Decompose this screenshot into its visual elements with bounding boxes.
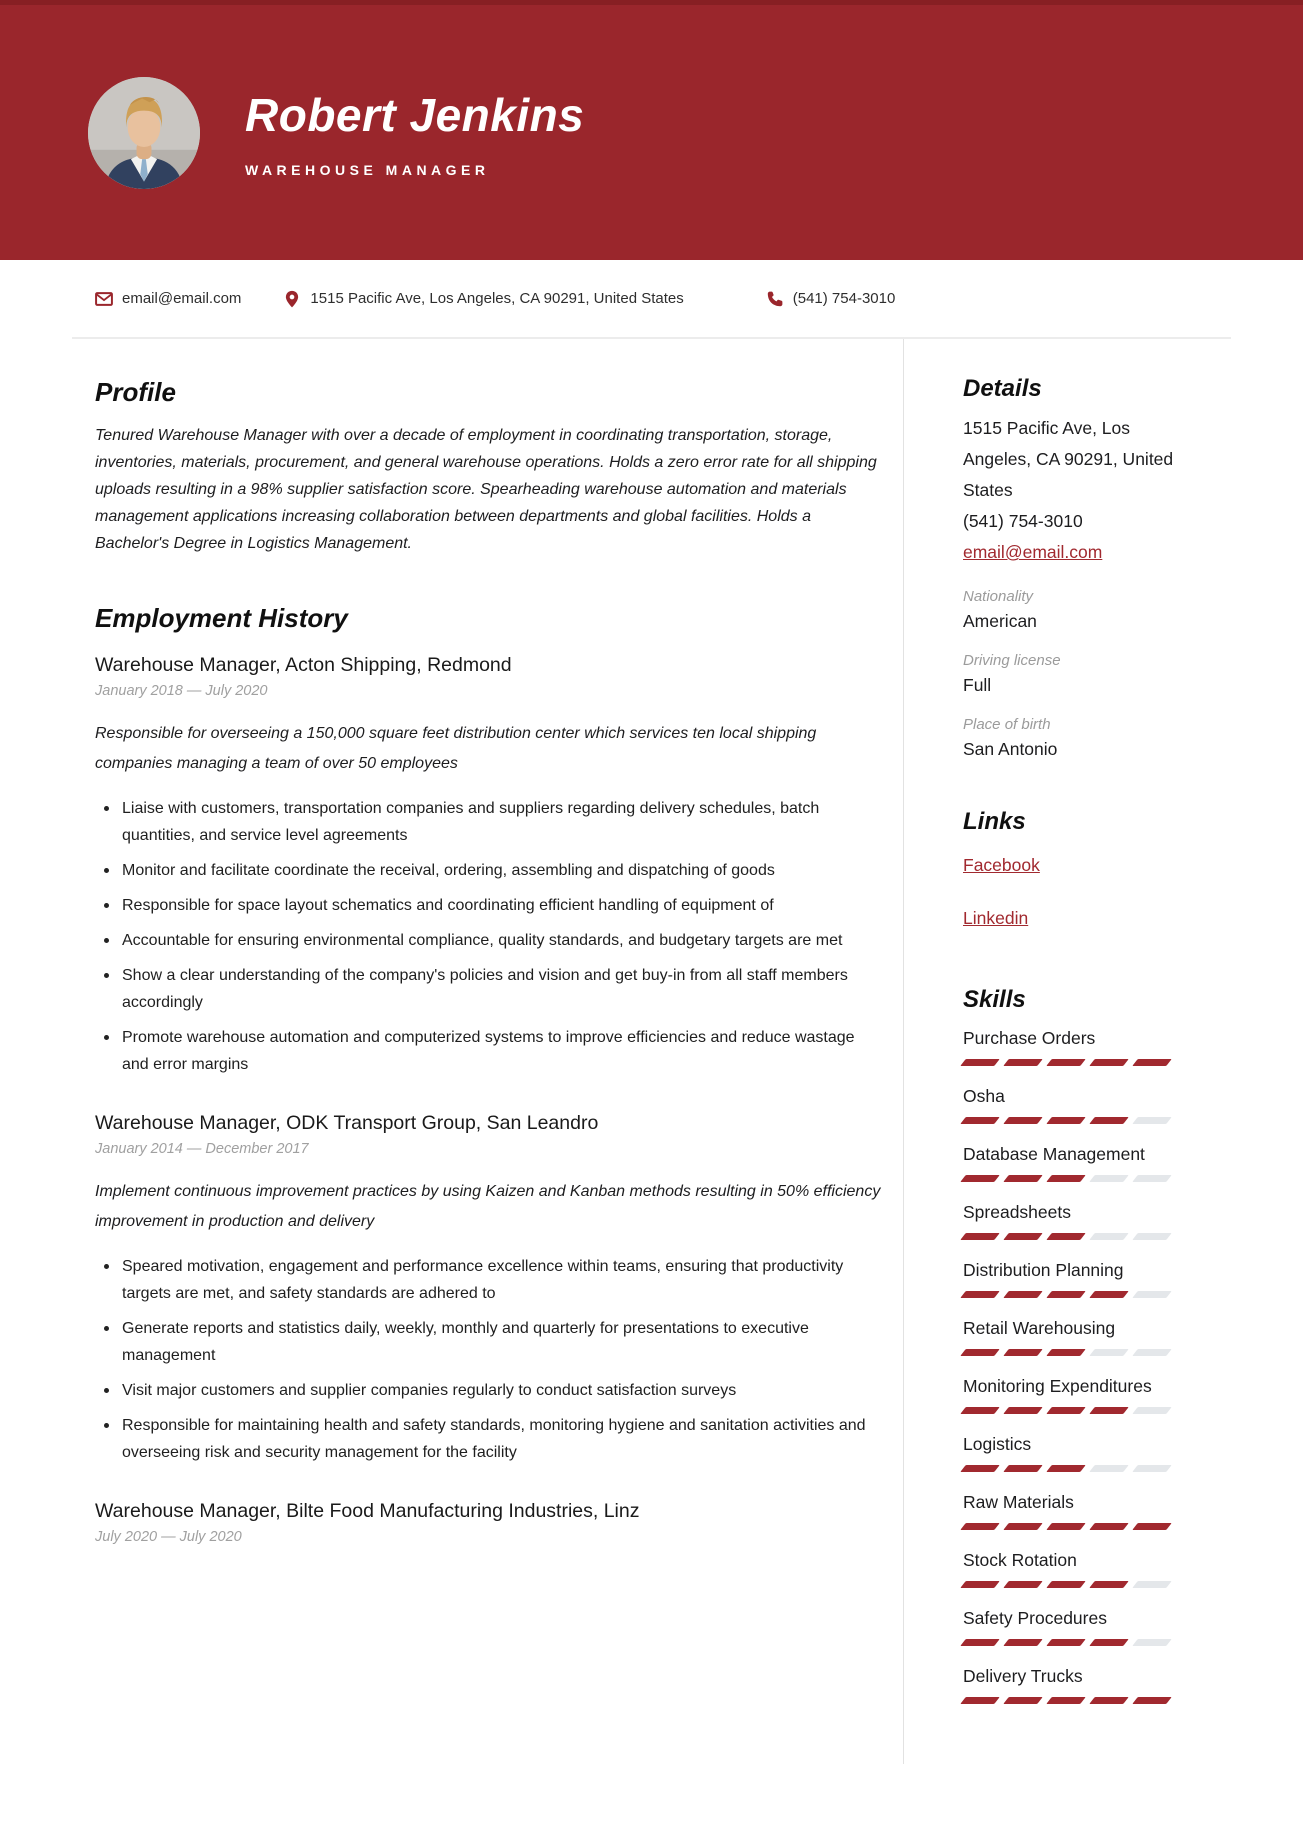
skill-bar-segment (960, 1465, 999, 1472)
skill-bar-segment (1132, 1465, 1171, 1472)
skill-level-bar (963, 1697, 1169, 1704)
job-entry (95, 654, 885, 1078)
skill-level-bar (963, 1465, 1169, 1472)
skill-level-bar (963, 1407, 1169, 1414)
skill-name: Purchase Orders (963, 1028, 1096, 1048)
skill-bar-segment (1046, 1465, 1085, 1472)
skill-bar-segment (1089, 1059, 1128, 1066)
skill-item (963, 1434, 1213, 1472)
skill-bar-segment (960, 1349, 999, 1356)
details-address: 1515 Pacific Ave, Los Angeles, CA 90291, United States (963, 418, 1174, 500)
skill-bar-segment (1046, 1639, 1085, 1646)
skill-level-bar (963, 1523, 1169, 1530)
avatar-photo-illustration (88, 77, 200, 189)
job-bullets (95, 1253, 885, 1466)
skills-list (963, 1028, 1213, 1704)
skill-bar-segment (1089, 1349, 1128, 1356)
skill-item (963, 1666, 1213, 1704)
skill-item (963, 1028, 1213, 1066)
skill-bar-segment (1132, 1349, 1171, 1356)
skill-item (963, 1202, 1213, 1240)
skill-bar-segment (1132, 1523, 1171, 1530)
skill-bar-segment (1046, 1407, 1085, 1414)
content-columns (0, 339, 1303, 1764)
skill-item (963, 1086, 1213, 1124)
skill-bar-segment (960, 1407, 999, 1414)
contact-bar (0, 260, 1303, 337)
person-role: WAREHOUSE MANAGER (245, 161, 490, 178)
skill-bar-segment (1003, 1291, 1042, 1298)
skill-name: Monitoring Expenditures (963, 1376, 1152, 1396)
detail-field-label: Nationality (963, 588, 1034, 605)
skill-bar-segment (1132, 1291, 1171, 1298)
job-bullet: Visit major customers and supplier companies regularly to conduct satisfaction surveys (95, 1377, 885, 1404)
skill-bar-segment (1046, 1581, 1085, 1588)
job-bullet: Accountable for ensuring environmental compliance, quality standards, and budgetary targets are met (95, 927, 885, 954)
job-summary: Responsible for overseeing a 150,000 square feet distribution center which services ten local shipping companies managing a team of over 50 employees (95, 725, 817, 772)
skill-item (963, 1492, 1213, 1530)
skill-bar-segment (1046, 1117, 1085, 1124)
main-column (95, 339, 885, 1545)
skill-bar-segment (1046, 1059, 1085, 1066)
sidebar (903, 339, 1213, 1764)
details-fields (963, 588, 1213, 760)
detail-field (963, 716, 1213, 760)
skill-bar-segment (1046, 1523, 1085, 1530)
skill-level-bar (963, 1349, 1169, 1356)
skill-bar-segment (1089, 1465, 1128, 1472)
detail-field-label: Driving license (963, 652, 1061, 669)
detail-field-value: Full (963, 675, 992, 695)
contact-email (95, 289, 241, 309)
skill-bar-segment (1003, 1059, 1042, 1066)
links-list (963, 850, 1213, 934)
skill-bar-segment (960, 1117, 999, 1124)
skill-bar-segment (1132, 1175, 1171, 1182)
link-item (963, 903, 1213, 934)
link-facebook[interactable]: Facebook (963, 855, 1040, 875)
job-entry (95, 1500, 885, 1545)
skill-item (963, 1550, 1213, 1588)
skill-item (963, 1318, 1213, 1356)
skill-bar-segment (1089, 1639, 1128, 1646)
skill-item (963, 1144, 1213, 1182)
detail-field (963, 652, 1213, 696)
job-entry (95, 1112, 885, 1466)
skill-name: Logistics (963, 1434, 1032, 1454)
skill-name: Database Management (963, 1144, 1145, 1164)
job-dates: January 2014 — December 2017 (95, 1141, 309, 1157)
skill-bar-segment (1003, 1697, 1042, 1704)
profile-text: Tenured Warehouse Manager with over a decade of employment in coordinating transportation, storage, inventories, materials, procurement, and general warehouse operations. Holds a zero error rate for all shipping uploads resulting in a 98% supplier satisfaction score. Spearheading warehouse automation and materials management applications increasing collaboration between departments and global facilities. Holds a Bachelor's Degree in Logistics Management. (95, 427, 877, 552)
skill-level-bar (963, 1639, 1169, 1646)
job-bullets (95, 795, 885, 1078)
job-dates: July 2020 — July 2020 (95, 1529, 242, 1545)
contact-address (283, 289, 683, 309)
skill-level-bar (963, 1059, 1169, 1066)
skill-bar-segment (1132, 1059, 1171, 1066)
details-email-link[interactable]: email@email.com (963, 542, 1103, 562)
skill-bar-segment (1132, 1407, 1171, 1414)
header (0, 0, 1303, 260)
avatar (88, 77, 200, 189)
profile-heading: Profile (95, 377, 176, 407)
link-linkedin[interactable]: Linkedin (963, 908, 1029, 928)
skill-name: Retail Warehousing (963, 1318, 1116, 1338)
skill-item (963, 1260, 1213, 1298)
skill-bar-segment (1003, 1233, 1042, 1240)
details-phone: (541) 754-3010 (963, 511, 1083, 531)
envelope-icon (95, 289, 113, 309)
skill-level-bar (963, 1175, 1169, 1182)
skill-bar-segment (1046, 1291, 1085, 1298)
person-name: Robert Jenkins (245, 88, 585, 141)
skill-bar-segment (960, 1581, 999, 1588)
skills-heading: Skills (963, 986, 1026, 1013)
skill-bar-segment (1132, 1697, 1171, 1704)
employment-history-heading: Employment History (95, 603, 348, 633)
skill-name: Delivery Trucks (963, 1666, 1083, 1686)
skill-bar-segment (1089, 1117, 1128, 1124)
skill-bar-segment (1089, 1407, 1128, 1414)
job-summary: Implement continuous improvement practices by using Kaizen and Kanban methods resulting in 50% efficiency improvement in production and delivery (95, 1183, 881, 1230)
job-title: Warehouse Manager, Acton Shipping, Redmond (95, 654, 512, 676)
skill-bar-segment (1132, 1639, 1171, 1646)
skill-name: Osha (963, 1086, 1005, 1106)
skill-bar-segment (1003, 1639, 1042, 1646)
skill-bar-segment (1089, 1175, 1128, 1182)
skill-bar-segment (1132, 1117, 1171, 1124)
skill-level-bar (963, 1117, 1169, 1124)
skill-bar-segment (1089, 1581, 1128, 1588)
skill-name: Safety Procedures (963, 1608, 1107, 1628)
skill-bar-segment (1003, 1407, 1042, 1414)
job-bullet: Show a clear understanding of the company's policies and vision and get buy-in from all staff members accordingly (95, 962, 885, 1016)
skill-bar-segment (960, 1059, 999, 1066)
skill-level-bar (963, 1291, 1169, 1298)
job-bullet: Responsible for space layout schematics and coordinating efficient handling of equipment of (95, 892, 885, 919)
phone-icon (766, 289, 784, 309)
job-bullet: Responsible for maintaining health and safety standards, monitoring hygiene and sanitation activities and overseeing risk and security management for the facility (95, 1412, 885, 1466)
skill-bar-segment (1089, 1291, 1128, 1298)
skill-name: Distribution Planning (963, 1260, 1124, 1280)
job-list (95, 654, 885, 1545)
skill-name: Stock Rotation (963, 1550, 1077, 1570)
link-item (963, 850, 1213, 881)
job-title: Warehouse Manager, Bilte Food Manufacturing Industries, Linz (95, 1500, 640, 1522)
contact-phone (766, 289, 896, 309)
job-bullet: Speared motivation, engagement and performance excellence within teams, ensuring that productivity targets are met, and safety standards are adhered to (95, 1253, 885, 1307)
job-dates: January 2018 — July 2020 (95, 683, 268, 699)
skill-bar-segment (960, 1523, 999, 1530)
skill-name: Spreadsheets (963, 1202, 1071, 1222)
job-title: Warehouse Manager, ODK Transport Group, San Leandro (95, 1112, 599, 1134)
contact-phone-text: (541) 754-3010 (792, 290, 896, 307)
skill-bar-segment (1046, 1349, 1085, 1356)
skill-bar-segment (1003, 1581, 1042, 1588)
skill-bar-segment (1132, 1233, 1171, 1240)
skill-bar-segment (1089, 1233, 1128, 1240)
job-bullet: Generate reports and statistics daily, weekly, monthly and quarterly for presentations to executive management (95, 1315, 885, 1369)
detail-field-value: San Antonio (963, 739, 1058, 759)
skill-item (963, 1376, 1213, 1414)
skill-level-bar (963, 1581, 1169, 1588)
skill-bar-segment (960, 1697, 999, 1704)
map-pin-icon (283, 289, 301, 309)
skill-bar-segment (1046, 1233, 1085, 1240)
contact-address-text: 1515 Pacific Ave, Los Angeles, CA 90291, United States (310, 290, 684, 307)
skill-item (963, 1608, 1213, 1646)
job-bullet: Monitor and facilitate coordinate the receival, ordering, assembling and dispatching of goods (95, 857, 885, 884)
name-block (245, 88, 584, 178)
contact-email-text: email@email.com (122, 290, 242, 307)
skill-bar-segment (1003, 1117, 1042, 1124)
skill-bar-segment (1132, 1581, 1171, 1588)
skill-bar-segment (960, 1291, 999, 1298)
skill-level-bar (963, 1233, 1169, 1240)
skill-name: Raw Materials (963, 1492, 1074, 1512)
skill-bar-segment (1003, 1523, 1042, 1530)
skill-bar-segment (960, 1233, 999, 1240)
detail-field (963, 588, 1213, 632)
skill-bar-segment (1089, 1697, 1128, 1704)
skill-bar-segment (1003, 1349, 1042, 1356)
skill-bar-segment (1003, 1465, 1042, 1472)
skill-bar-segment (1046, 1697, 1085, 1704)
skill-bar-segment (960, 1639, 999, 1646)
detail-field-label: Place of birth (963, 716, 1051, 733)
skill-bar-segment (1089, 1523, 1128, 1530)
links-heading: Links (963, 808, 1026, 835)
details-heading: Details (963, 375, 1042, 402)
skill-bar-segment (1046, 1175, 1085, 1182)
detail-field-value: American (963, 611, 1037, 631)
job-bullet: Promote warehouse automation and computerized systems to improve efficiencies and reduce wastage and error margins (95, 1024, 885, 1078)
skill-bar-segment (960, 1175, 999, 1182)
job-bullet: Liaise with customers, transportation companies and suppliers regarding delivery schedules, batch quantities, and service level agreements (95, 795, 885, 849)
skill-bar-segment (1003, 1175, 1042, 1182)
